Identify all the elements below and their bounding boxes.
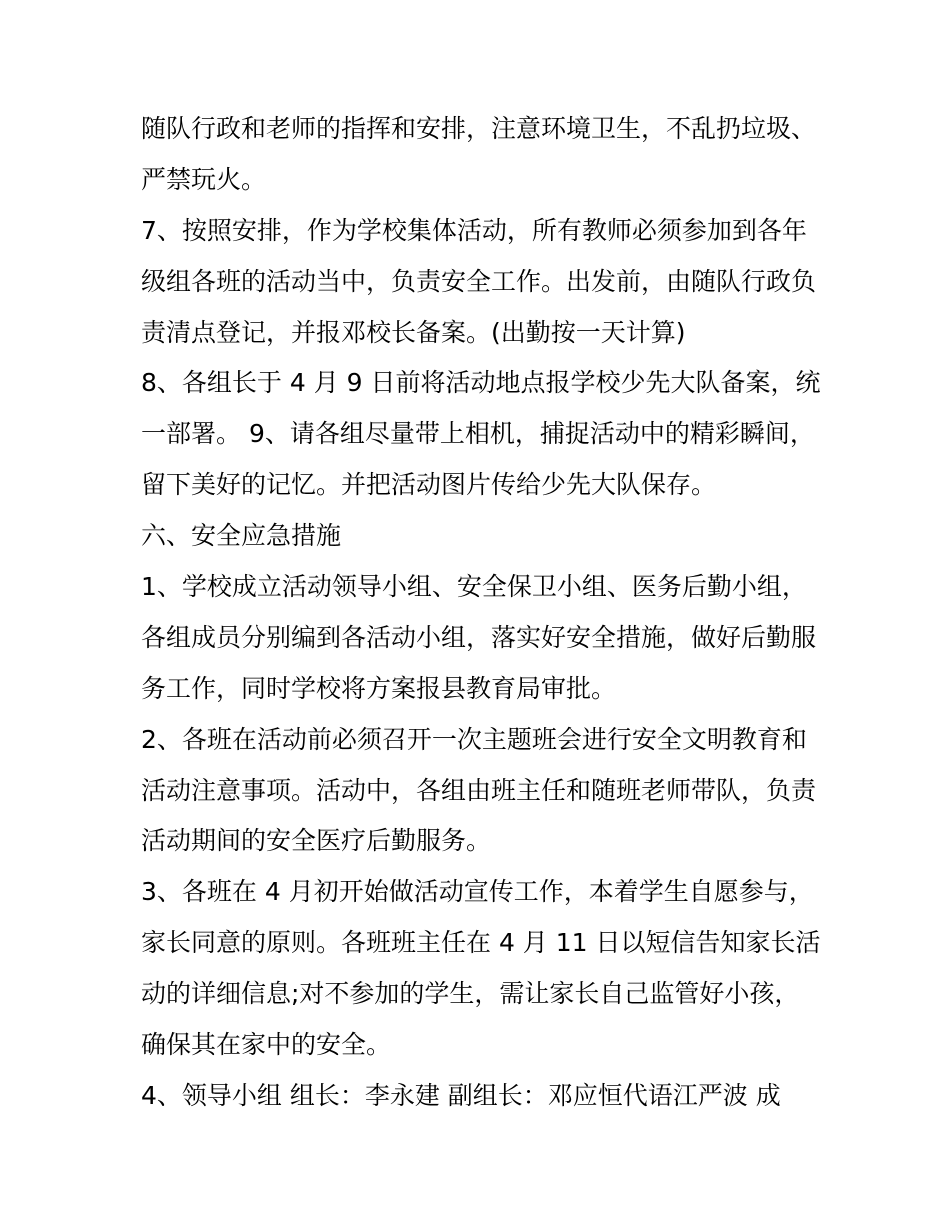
list-item-7: 7、按照安排，作为学校集体活动，所有教师必须参加到各年 [141,215,807,245]
list-item-2: 2、各班在活动前必须召开一次主题班会进行安全文明教育和 [141,724,807,754]
text-line: 随队行政和老师的指挥和安排，注意环境卫生，不乱扔垃圾、 [141,114,817,143]
text-line: 确保其在家中的安全。 [141,1030,392,1060]
text-line: 留下美好的记忆。并把活动图片传给少先大队保存。 [141,470,717,500]
text-line: 活动注意事项。活动中，各组由班主任和随班老师带队，负责 [141,775,817,805]
text-line: 严禁玩火。 [141,164,267,194]
section-heading: 六、安全应急措施 [141,521,342,551]
text-line: 动的详细信息;对不参加的学生，需让家长自己监管好小孩， [141,979,800,1009]
text-line: 级组各班的活动当中，负责安全工作。出发前，由随队行政负 [141,266,817,296]
list-item-1: 1、学校成立活动领导小组、安全保卫小组、医务后勤小组， [141,572,807,602]
list-item-3: 3、各班在 4 月初开始做活动宣传工作，本着学生自愿参与， [141,877,814,907]
text-line: 责清点登记，并报邓校长备案。(出勤按一天计算) [141,317,686,347]
text-line: 家长同意的原则。各班班主任在 4 月 11 日以短信告知家长活 [141,928,821,958]
text-line: 一部署。 9、请各组尽量带上相机，捕捉活动中的精彩瞬间， [141,419,815,449]
text-line: 务工作，同时学校将方案报县教育局审批。 [141,673,617,703]
document-body [141,104,821,1122]
text-line: 各组成员分别编到各活动小组，落实好安全措施，做好后勤服 [141,622,817,652]
text-line: 活动期间的安全医疗后勤服务。 [141,826,492,856]
list-item-8: 8、各组长于 4 月 9 日前将活动地点报学校少先大队备案，统 [141,368,821,398]
list-item-4: 4、领导小组 组长：李永建 副组长：邓应恒代语江严波 成 [141,1080,781,1110]
